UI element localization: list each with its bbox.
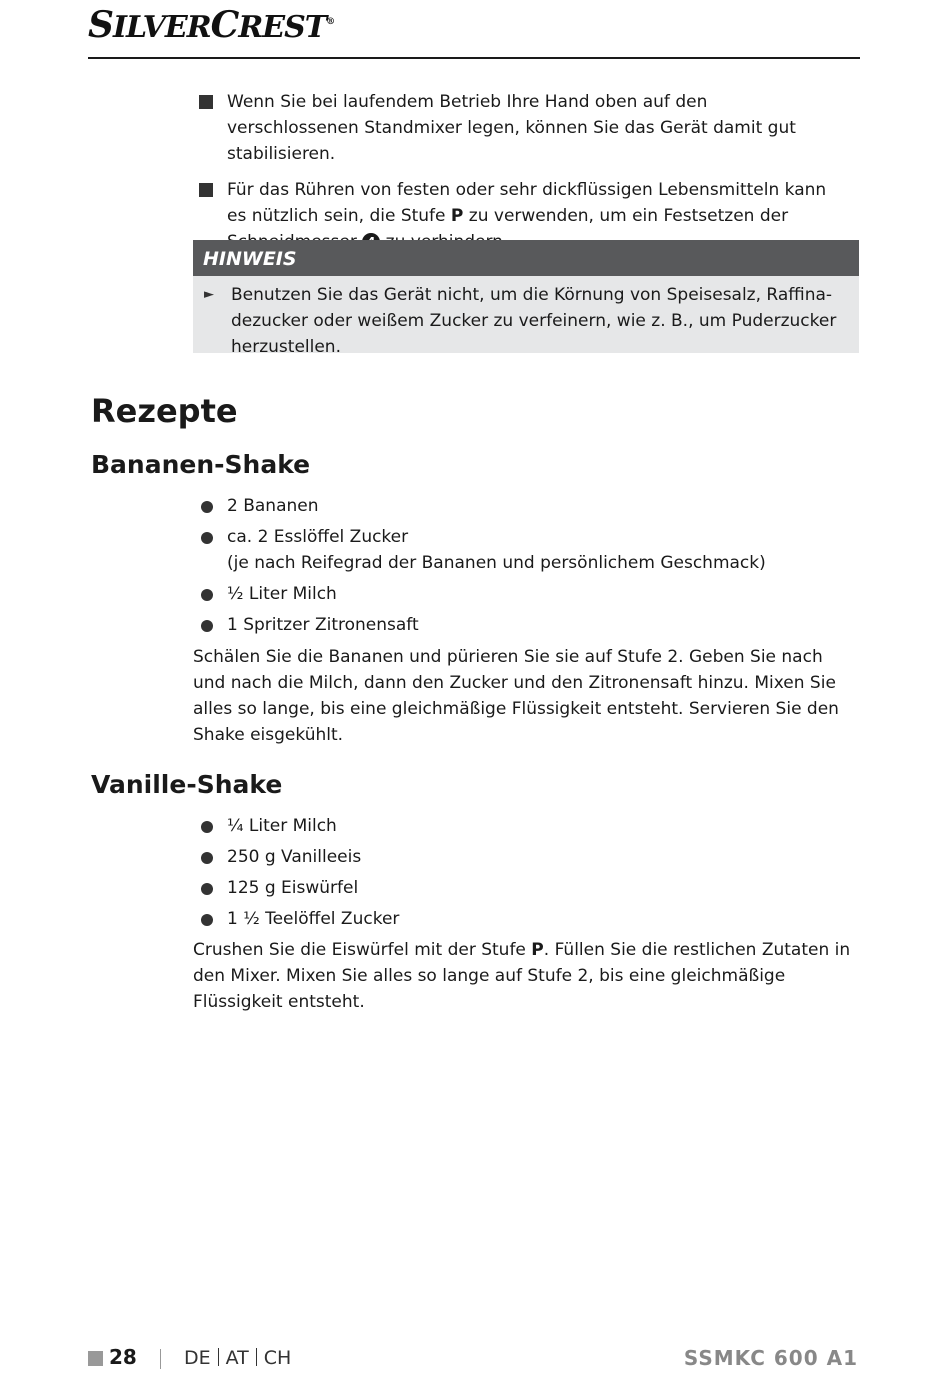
ingredient-item: 1 ½ Teelöffel Zucker (201, 906, 841, 932)
square-bullet-icon (199, 95, 213, 109)
ingredient-item: 250 g Vanilleeis (201, 844, 841, 870)
vanilla-shake-title: Vanille-Shake (91, 770, 283, 799)
bullet-dot-icon (201, 589, 213, 601)
tips-list (199, 89, 839, 265)
ingredient-item: 1 Spritzer Zitronensaft (201, 612, 841, 638)
page-number: 28 (109, 1345, 137, 1369)
note-title: HINWEIS (193, 240, 859, 276)
tip-item: Wenn Sie bei laufendem Betrieb Ihre Hand oben auf den verschlossenen Standmixer legen, können Sie das Gerät damit gut stabilisieren. (199, 89, 839, 167)
vanilla-ingredients (201, 813, 841, 937)
recipes-title: Rezepte (91, 392, 238, 430)
ingredient-item: ¼ Liter Milch (201, 813, 841, 839)
ingredient-item: 2 Bananen (201, 493, 841, 519)
banana-shake-title: Bananen-Shake (91, 450, 311, 479)
language-codes: DE AT CH (184, 1347, 292, 1369)
model-number: SSMKC 600 A1 (683, 1346, 858, 1370)
banana-ingredients (201, 493, 841, 643)
bullet-dot-icon (201, 821, 213, 833)
bullet-dot-icon (201, 501, 213, 513)
bullet-dot-icon (201, 852, 213, 864)
tip-item: Für das Rühren von festen oder sehr dickflüssigen Lebensmitteln kann es nützlich sein, die Stufe P zu verwenden, um ein Festsetzen der (199, 177, 839, 255)
footer-divider (160, 1349, 161, 1369)
ingredient-item: ca. 2 Esslöffel Zucker (je nach Reifegrad der Bananen und persönlichem Geschmack) (201, 524, 841, 576)
footer-square-icon (88, 1351, 103, 1366)
bullet-dot-icon (201, 883, 213, 895)
bullet-dot-icon (201, 620, 213, 632)
header-rule (88, 57, 860, 59)
square-bullet-icon (199, 183, 213, 197)
brand-logo: SILVERCREST® (88, 4, 335, 46)
ingredient-item: 125 g Eiswürfel (201, 875, 841, 901)
ingredient-item: ½ Liter Milch (201, 581, 841, 607)
banana-instructions: Schälen Sie die Bananen und pürieren Sie sie auf Stufe 2. Geben Sie nach und nach die Milch, dann den Zucker und den Zitronensaft hinzu. Mixen Sie alles so lange, bis eine gleichmäßige Flüssigkeit entsteht. Servieren Sie den Shake eisgekühlt. (193, 647, 839, 745)
vanilla-instructions: Crushen Sie die Eiswürfel mit der Stufe P. Füllen Sie die restlichen Zutaten in den Mixer. Mixen Sie alles so lange auf Stufe 2, bis eine gleichmäßige Flüssigkeit entsteht. (193, 940, 851, 1012)
arrow-right-icon: ► (204, 287, 214, 302)
bullet-dot-icon (201, 914, 213, 926)
note-box (193, 240, 859, 357)
note-body: ► Benutzen Sie das Gerät nicht, um die Körnung von Speisesalz, Raffinadezucker oder weißem Zucker zu verfeinern, wie z. B., um Puderzucker herzustellen. (193, 276, 859, 353)
bullet-dot-icon (201, 532, 213, 544)
